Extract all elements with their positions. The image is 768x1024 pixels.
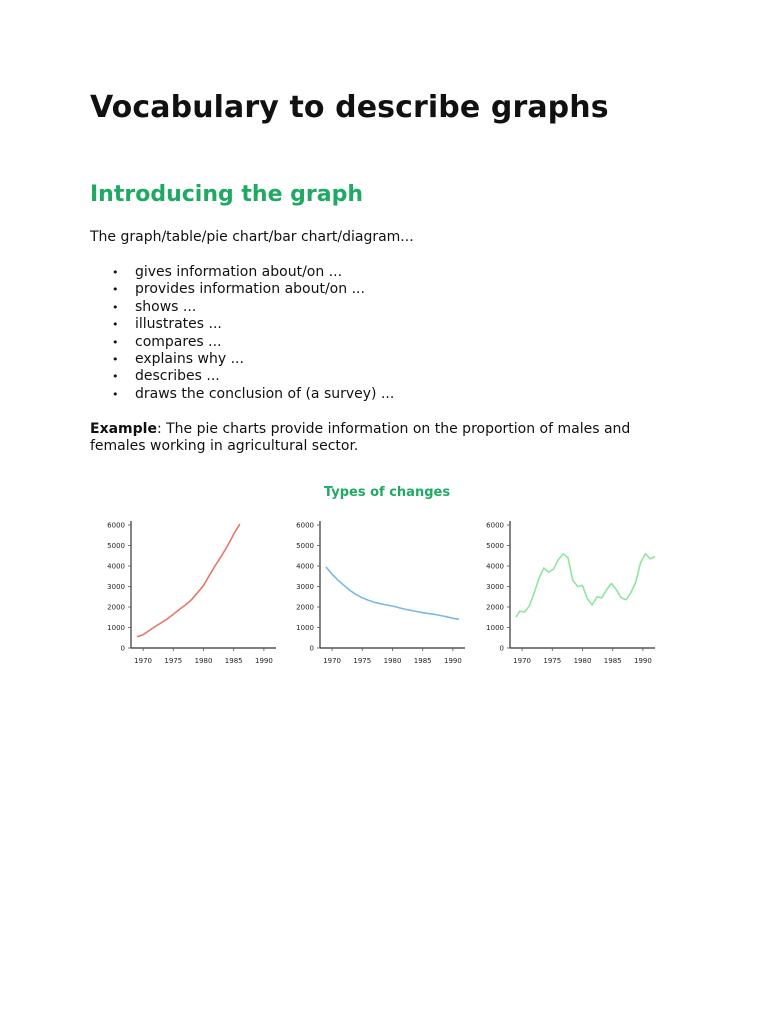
x-tick-label: 1975 bbox=[353, 657, 372, 665]
list-item: • draws the conclusion of (a survey) ... bbox=[90, 386, 394, 403]
list-item: • compares ... bbox=[90, 334, 394, 351]
y-tick-label: 2000 bbox=[296, 603, 314, 612]
x-tick-label: 1975 bbox=[543, 657, 562, 665]
phrase-list bbox=[90, 264, 394, 403]
list-item: • provides information about/on ... bbox=[90, 281, 394, 298]
x-tick-label: 1980 bbox=[383, 657, 402, 665]
x-tick-label: 1985 bbox=[603, 657, 622, 665]
section-heading: Introducing the graph bbox=[90, 182, 364, 207]
series-line-decrease bbox=[326, 567, 459, 619]
example-text: : The pie charts provide information on the proportion of males and females working in agricultural sector. bbox=[90, 421, 631, 454]
x-tick-label: 1970 bbox=[323, 657, 341, 665]
x-tick-label: 1980 bbox=[573, 657, 592, 665]
y-tick-label: 2000 bbox=[486, 603, 504, 612]
y-tick-label: 3000 bbox=[486, 583, 504, 591]
series-line-fluctuation bbox=[516, 554, 655, 618]
y-tick-label: 6000 bbox=[296, 521, 314, 530]
types-of-changes-figure bbox=[95, 478, 675, 678]
x-tick-label: 1970 bbox=[513, 657, 531, 665]
x-tick-label: 1985 bbox=[413, 657, 432, 665]
y-tick-label: 4000 bbox=[107, 562, 125, 571]
y-tick-label: 5000 bbox=[486, 542, 504, 550]
figure-title: Types of changes bbox=[323, 485, 451, 500]
example-label: Example bbox=[90, 421, 157, 437]
x-tick-label: 1975 bbox=[164, 657, 183, 665]
y-tick-label: 1000 bbox=[107, 624, 125, 632]
y-tick-label: 4000 bbox=[486, 562, 504, 571]
list-item: • illustrates ... bbox=[90, 316, 394, 333]
list-item: • describes ... bbox=[90, 368, 394, 385]
y-tick-label: 3000 bbox=[296, 583, 314, 591]
list-item: • shows ... bbox=[90, 299, 394, 316]
x-tick-label: 1990 bbox=[444, 657, 462, 665]
y-tick-label: 5000 bbox=[296, 542, 314, 550]
y-tick-label: 6000 bbox=[107, 521, 125, 530]
intro-line: The graph/table/pie chart/bar chart/diagram... bbox=[90, 229, 414, 245]
y-tick-label: 0 bbox=[309, 644, 314, 653]
page-title: Vocabulary to describe graphs bbox=[90, 90, 609, 125]
series-line-increase bbox=[137, 524, 240, 637]
y-tick-label: 6000 bbox=[486, 521, 504, 530]
x-tick-label: 1985 bbox=[224, 657, 243, 665]
charts-svg bbox=[95, 478, 675, 678]
list-item: • explains why ... bbox=[90, 351, 394, 368]
x-tick-label: 1970 bbox=[134, 657, 152, 665]
y-tick-label: 1000 bbox=[486, 624, 504, 632]
y-tick-label: 0 bbox=[499, 644, 504, 653]
x-tick-label: 1980 bbox=[194, 657, 213, 665]
example-paragraph bbox=[90, 421, 670, 455]
x-tick-label: 1990 bbox=[255, 657, 273, 665]
y-tick-label: 2000 bbox=[107, 603, 125, 612]
y-tick-label: 1000 bbox=[296, 624, 314, 632]
y-tick-label: 3000 bbox=[107, 583, 125, 591]
y-tick-label: 5000 bbox=[107, 542, 125, 550]
list-item: • gives information about/on ... bbox=[90, 264, 394, 281]
y-tick-label: 4000 bbox=[296, 562, 314, 571]
x-tick-label: 1990 bbox=[634, 657, 652, 665]
y-tick-label: 0 bbox=[120, 644, 125, 653]
